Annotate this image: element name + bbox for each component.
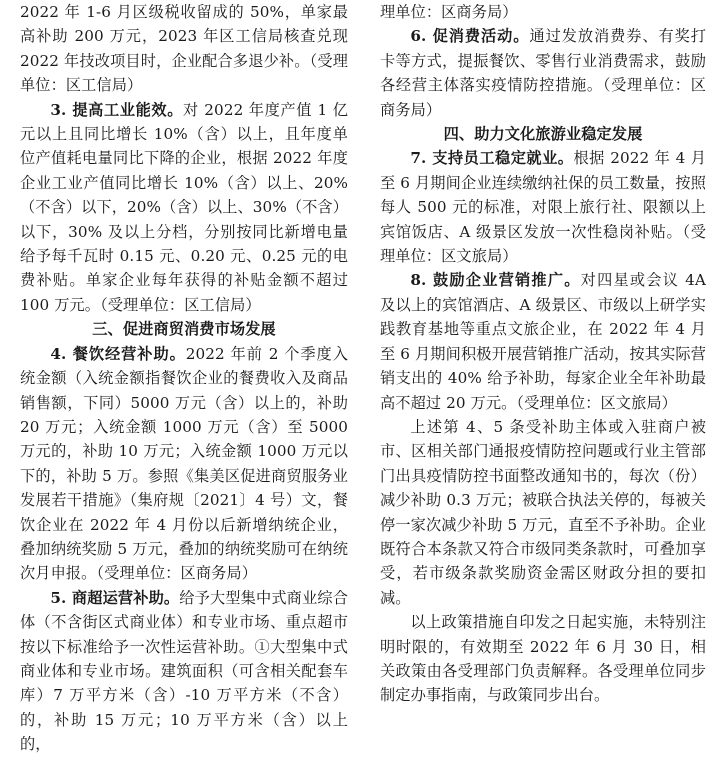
item-5-body: 给予大型集中式商业综合体（不含街区式商业体）和专业市场、重点超市按以下标准给予一次性运营补助。①大型集中式商业体和专业市场。建筑面积（可含相关配套车库）7 万平方米（含）-10 万平方米（不含）的，补助 15 万元；10 万平方米（含）以上的，	[20, 588, 348, 754]
paragraph-continuation: 理单位：区商务局）	[380, 3, 518, 21]
item-6-paragraph	[380, 24, 706, 122]
paragraph-continuation: 2022 年 1-6 月区级税收留成的 50%，单家最高补助 200 万元，2023 年区工信局核查兑现 2022 年技改项目时，企业配合多退少补。（受理单位：区工信局）	[20, 3, 348, 95]
section-heading-3: 三、促进商贸消费市场发展	[92, 320, 276, 339]
item-8-title: 8. 鼓励企业营销推广。	[410, 271, 581, 290]
item-7-body: 根据 2022 年 4 月至 6 月期间企业连续缴纳社保的员工数量，按照每人 500 元的标准，对限上旅行社、限额以上宾馆饭店、A 级景区发放一次性稳岗补贴。（受理单位：区文旅局）	[380, 149, 706, 266]
item-7-title: 7. 支持员工稳定就业。	[410, 149, 574, 168]
item-4-body: 2022 年前 2 个季度入统金额（入统金额指餐饮企业的餐费收入及商品销售额，下同）5000 万元（含）以上的，补助 20 万元；入统金额 1000 万元（含）至 5000 万元的，补助 10 万元；入统金额 1000 万元以下的，补助 5 万。参照《集美区促进商贸服务业发展若干措施》（集府规〔2021〕4 号）文，餐饮企业在 2022 年 4 月份以后新增纳统企业，叠加纳统奖励 5 万元，叠加的纳统奖励可在纳统次月申报。（受理单位：区商务局）	[20, 344, 348, 583]
section-heading-4: 四、助力文化旅游业稳定发展	[443, 125, 643, 144]
item-6-body: 通过发放消费券、有奖打卡等方式，提振餐饮、零售行业消费需求，鼓励各经营主体落实疫情防控措施。（受理单位：区商务局）	[380, 27, 706, 119]
item-3-title: 3. 提高工业能效。	[50, 100, 184, 119]
left-column	[20, 0, 348, 757]
final-paragraph: 以上政策措施自印发之日起实施，未特别注明时限的，有效期至 2022 年 6 月 30 日，相关政策由各受理部门负责解释。各受理单位同步制定办事指南，与政策同步出台。	[380, 613, 706, 705]
item-8-paragraph	[380, 268, 706, 414]
right-column	[380, 0, 706, 708]
item-6-title: 6. 促消费活动。	[410, 27, 530, 46]
note-paragraph: 上述第 4、5 条受补助主体或入驻商户被市、区相关部门通报疫情防控问题或行业主管部门出具疫情防控书面整改通知书的，每次（份）减少补助 0.3 万元；被联合执法关停的，每被关停一家次减少补助 5 万元，直至不予补助。企业既符合本条款又符合市级同类条款时，可叠加享受，若市级条款奖励资金需区财政分担的要扣减。	[380, 417, 706, 607]
item-5-paragraph	[20, 586, 348, 757]
item-7-paragraph	[380, 146, 706, 268]
item-4-title: 4. 餐饮经营补助。	[50, 344, 186, 363]
item-3-body: 对 2022 年度产值 1 亿元以上且同比增长 10%（含）以上，且年度单位产值耗电量同比下降的企业，根据 2022 年度企业工业产值同比增长 10%（含）以上、20%（不含）以下，20%（含）以上、30%（不含）以下，30% 及以上分档，分别按同比新增电量给予每千瓦时 0.15 元、0.20 元、0.25 元的电费补贴。单家企业每年获得的补贴金额不超过 100 万元。（受理单位：区工信局）	[20, 100, 349, 314]
item-8-body: 对四星或会议 4A 及以上的宾馆酒店、A 级景区、市级以上研学实践教育基地等重点文旅企业，在 2022 年 4 月至 6 月期间积极开展营销推广活动，按其实际营销支出的 40% 给予补助，每家企业全年补助最高不超过 20 万元。（受理单位：区文旅局）	[380, 271, 707, 412]
item-3-paragraph	[20, 98, 348, 318]
item-5-title: 5. 商超运营补助。	[50, 588, 180, 607]
item-4-paragraph	[20, 342, 348, 586]
